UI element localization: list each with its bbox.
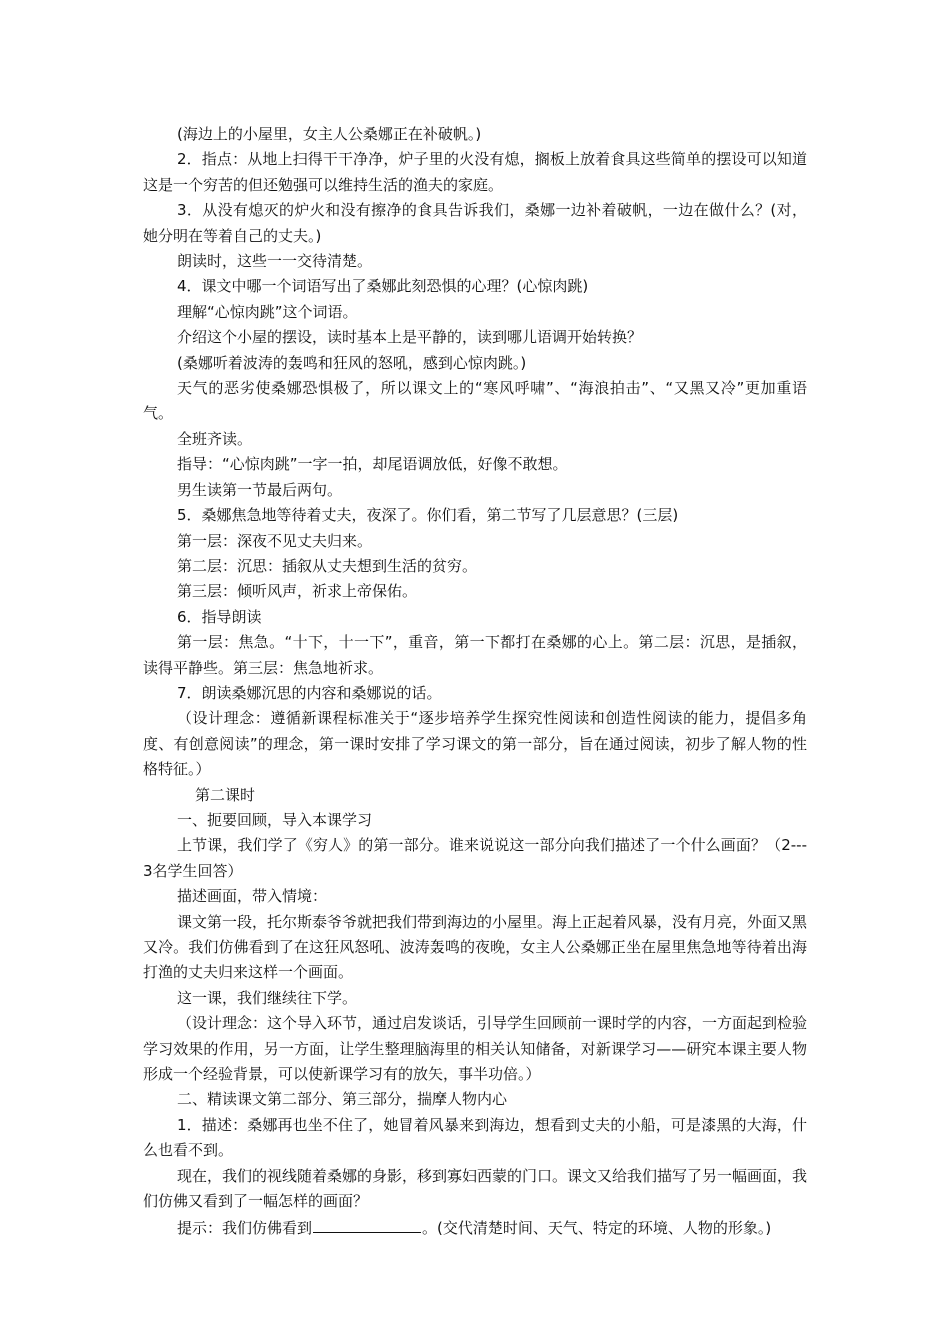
paragraph: 2．指点：从地上扫得干干净净，炉子里的火没有熄，搁板上放着食具这些简单的摆设可以知道这是一个穷苦的但还勉强可以维持生活的渔夫的家庭。 <box>143 150 807 194</box>
design-note: （设计理念：这个导入环节，通过启发谈话，引导学生回顾前一课时学的内容，一方面起到检验学习效果的作用，另一方面，让学生整理脑海里的相关认知储备，对新课学习——研究本课主要人物形成一个经验背景，可以使新课学习有的放矢，事半功倍。） <box>143 1014 808 1084</box>
paragraph: 全班齐读。 <box>177 429 253 448</box>
prompt-text-end: 。(交代清楚时间、天气、特定的环境、人物的形象。) <box>422 1219 772 1238</box>
paragraph: 介绍这个小屋的摆设，读时基本上是平静的，读到哪儿语调开始转换？ <box>177 328 643 347</box>
paragraph: 男生读第一节最后两句。 <box>177 480 343 499</box>
paragraph-with-blank <box>143 1214 807 1241</box>
paragraph: 这一课，我们继续往下学。 <box>177 988 358 1007</box>
paragraph: 第二层：沉思：插叙从丈夫想到生活的贫穷。 <box>177 556 478 575</box>
design-note: （设计理念：遵循新课程标准关于“逐步培养学生探究性阅读和创造性阅读的能力，提倡多角度、有创意阅读”的理念，第一课时安排了学习课文的第一部分，旨在通过阅读，初步了解人物的性格特征。） <box>143 709 807 779</box>
paragraph: 7．朗读桑娜沉思的内容和桑娜说的话。 <box>177 683 442 702</box>
paragraph: 4．课文中哪一个词语写出了桑娜此刻恐惧的心理？(心惊肉跳) <box>177 277 589 296</box>
paragraph: 朗读时，这些一一交待清楚。 <box>177 252 373 271</box>
paragraph: 理解“心惊肉跳”这个词语。 <box>177 302 358 321</box>
paragraph: 上节课，我们学了《穷人》的第一部分。谁来说说这一部分向我们描述了一个什么画面？（2---3名学生回答） <box>143 836 807 880</box>
prompt-text: 提示：我们仿佛看到 <box>177 1219 313 1238</box>
fill-in-blank <box>313 1214 421 1233</box>
paragraph: 天气的恶劣使桑娜恐惧极了，所以课文上的“寒风呼啸”、“海浪拍击”、“又黑又冷”更加重语气。 <box>143 379 807 423</box>
paragraph: 现在，我们的视线随着桑娜的身影，移到寡妇西蒙的门口。课文又给我们描写了另一幅画面，我们仿佛又看到了一幅怎样的画面？ <box>143 1166 808 1211</box>
paragraph: 6．指导朗读 <box>177 607 262 626</box>
paragraph: (桑娜听着波涛的轰鸣和狂风的怒吼，感到心惊肉跳。) <box>177 353 527 372</box>
paragraph: 课文第一段，托尔斯泰爷爷就把我们带到海边的小屋里。海上正起着风暴，没有月亮，外面又黑又冷。我们仿佛看到了在这狂风怒吼、波涛轰鸣的夜晚，女主人公桑娜正坐在屋里焦急地等待着出海打渔的丈夫归来这样一个画面。 <box>143 912 808 982</box>
paragraph: 一、扼要回顾，导入本课学习 <box>177 810 373 829</box>
paragraph: 二、精读课文第二部分、第三部分，揣摩人物内心 <box>177 1090 508 1109</box>
paragraph: 5．桑娜焦急地等待着丈夫，夜深了。你们看，第二节写了几层意思？(三层) <box>177 506 679 525</box>
paragraph: 第一层：焦急。“十下，十一下”，重音，第一下都打在桑娜的心上。第二层：沉思，是插叙，读得平静些。第三层：焦急地祈求。 <box>143 633 807 677</box>
paragraph: (海边上的小屋里，女主人公桑娜正在补破帆。) <box>177 125 482 143</box>
paragraph: 第一层：深夜不见丈夫归来。 <box>177 531 373 550</box>
paragraph: 第三层：倾听风声，祈求上帝保佑。 <box>177 582 418 601</box>
paragraph: 指导：“心惊肉跳”一字一拍，却尾语调放低，好像不敢想。 <box>177 455 568 474</box>
paragraph: 3．从没有熄灭的炉火和没有擦净的食具告诉我们，桑娜一边补着破帆，一边在做什么？(对，她分明在等着自己的丈夫。) <box>143 201 807 245</box>
section-heading: 第二课时 <box>195 785 256 804</box>
paragraph: 1．描述：桑娜再也坐不住了，她冒着风暴来到海边，想看到丈夫的小船，可是漆黑的大海，什么也看不到。 <box>143 1115 807 1160</box>
paragraph: 描述画面，带入情境： <box>177 887 328 906</box>
